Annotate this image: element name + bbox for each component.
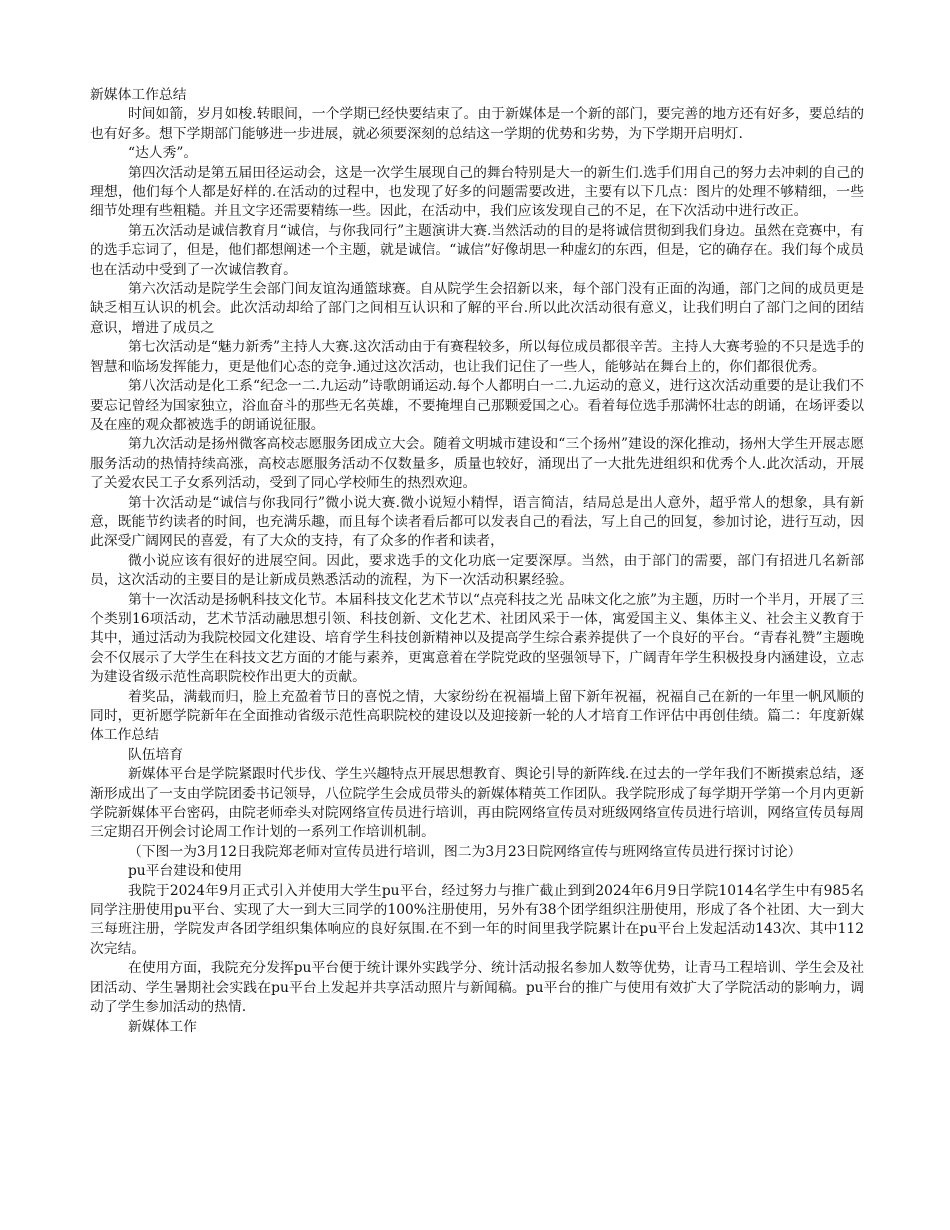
paragraph-activity-9: 第九次活动是扬州微客高校志愿服务团成立大会。随着文明城市建设和“三个扬州”建设的深化推动，扬州大学生开展志愿服务活动的热情持续高涨，高校志愿服务活动不仅数量多，质量也较好，涌现出了一大批先进组织和优秀个人.此次活动，开展了关爱农民工子女系列活动，受到了同心学校师生的热烈欢迎。	[90, 436, 864, 492]
paragraph-activity-11: 第十一次活动是扬帆科技文化节。本届科技文化艺术节以“点亮科技之光 品味文化之旅”为主题，历时一个半月，开展了三个类别16项活动，艺术节活动融思想引领、科技创新、文化艺术、社团风采于一体，寓爱国主义、集体主义、社会主义教育于其中，通过活动为我院校园文化建设、培育学生科技创新精神以及提高学生综合素养提供了一个良好的平台。“青春礼赞”主题晚会不仅展示了大学生在科技文艺方面的才能与素养，更寓意着在学院党政的坚强领导下，广阔青年学生积极投身内涵建设，立志为建设省级示范性高职院校作出更大的贡献。	[90, 591, 864, 686]
paragraph-activity-4: 第四次活动是第五届田径运动会，这是一次学生展现自己的舞台特别是大一的新生们.选手们用自己的努力去冲刺的自己的理想，他们每个人都是好样的.在活动的过程中，也发现了好多的问题需要改进，主要有以下几点：图片的处理不够精细，一些细节处理有些粗糙。并且文字还需要精练一些。因此，在活动中，我们应该发现自己的不足，在下次活动中进行改正。	[90, 164, 864, 220]
paragraph-talent-show: “达人秀”。	[127, 145, 198, 162]
paragraph-activity-6: 第六次活动是院学生会部门间友谊沟通篮球赛。自从院学生会招新以来，每个部门没有正面的沟通，部门之间的成员更是缺乏相互认识的机会。此次活动却给了部门之间相互认识和了解的平台.所以此次活动很有意义，让我们明白了部门之间的团结意识，增进了成员之	[90, 281, 864, 336]
paragraph-activity-5: 第五次活动是诚信教育月“诚信，与你我同行”主题演讲大赛.当然活动的目的是将诚信贯彻到我们身边。虽然在竞赛中，有的选手忘词了，但是，他们都想阐述一个主题，就是诚信。“诚信”好像胡思一种虚幻的东西，但是，它的确存在。我们每个成员也在活动中受到了一次诚信教育。	[90, 222, 864, 278]
section-heading-team: 队伍培育	[127, 746, 184, 763]
document-title: 新媒体工作总结	[90, 87, 187, 103]
section-heading-pu-platform: pu平台建设和使用	[127, 863, 243, 880]
paragraph-activity-7: 第七次活动是“魅力新秀”主持人大赛.这次活动由于有赛程较多，所以每位成员都很辛苦。主持人大赛考验的不只是选手的智慧和临场发挥能力，更是他们心态的竞争.通过这次活动，也让我们记住了一些人，能够站在舞台上的，你们都很优秀。	[90, 339, 864, 375]
paragraph-intro: 时间如箭，岁月如梭.转眼间，一个学期已经快要结束了。由于新媒体是一个新的部门，要完善的地方还有好多，要总结的也有好多。想下学期部门能够进一步进展，就必须要深刻的总结这一学期的优势和劣势，为下学期开启明灯.	[90, 106, 864, 142]
paragraph-pu-usage: 在使用方面，我院充分发挥pu平台便于统计课外实践学分、统计活动报名参加人数等优势，让青马工程培训、学生会及社团活动、学生暑期社会实践在pu平台上发起并共享活动照片与新闻稿。pu平台的推广与使用有效扩大了学院活动的影响力，调动了学生参加活动的热情.	[90, 960, 864, 1016]
document-body	[90, 86, 864, 1037]
paragraph-pu-adoption: 我院于2024年9月正式引入并使用大学生pu平台，经过努力与推广截止到到2024年6月9日学院1014名学生中有985名同学注册使用pu平台、实现了大一到大三同学的100%注册使用，另外有38个团学组织注册使用，形成了各个社团、大一到大三每班注册，学院发声各团学组织集体响应的良好氛围.在不到一年的时间里我学院累计在pu平台上发起活动143次、其中112次完结。	[90, 882, 864, 957]
paragraph-micro-novel: 微小说应该有很好的进展空间。因此，要求选手的文化功底一定要深厚。当然，由于部门的需要，部门有招进几名新部员，这次活动的主要目的是让新成员熟悉活动的流程，为下一次活动积累经验。	[90, 552, 864, 589]
paragraph-activity-8: 第八次活动是化工系“纪念一二.九运动”诗歌朗诵运动.每个人都明白一二.九运动的意义，进行这次活动重要的是让我们不要忘记曾经为国家独立，浴血奋斗的那些无名英雄，不要掩埋自己那颗爱国之心。看着每位选手那满怀壮志的朗诵，在场评委以及在座的观众都被选手的朗诵说征服。	[90, 378, 864, 433]
paragraph-activity-10: 第十次活动是“诚信与你我同行”微小说大赛.微小说短小精悍，语言简洁，结局总是出人意外，超乎常人的想象，具有新意，既能节约读者的时间，也充满乐趣，而且每个读者看后都可以发表自己的看法，写上自己的回复，参加讨论，进行互动，因此深受广阔网民的喜爱，有了大众的支持，有了众多的作者和读者，	[90, 494, 864, 550]
paragraph-team-training: 新媒体平台是学院紧跟时代步伐、学生兴趣特点开展思想教育、舆论引导的新阵线.在过去的一学年我们不断摸索总结，逐渐形成出了一支由学院团委书记领导，八位院学生会成员带头的新媒体精英工作团队。我学院形成了每学期开学第一个月内更新学院新媒体平台密码，由院老师牵头对院网络宣传员进行培训，再由院网络宣传员对班级网络宣传员进行培训，网络宣传员每周三定期召开例会讨论周工作计划的一系列工作培训机制。	[90, 766, 864, 841]
paragraph-new-year: 着奖品，满载而归，脸上充盈着节日的喜悦之情，大家纷纷在祝福墙上留下新年祝福，祝福自己在新的一年里一帆风顺的同时，更祈愿学院新年在全面推动省级示范性高职院校的建设以及迎接新一轮的人才培育工作评估中再创佳绩。篇二：年度新媒体工作总结	[90, 688, 864, 744]
paragraph-figure-caption: （下图一为3月12日我院郑老师对宣传员进行培训，图二为3月23日院网络宣传与班网络宣传员进行探讨讨论）	[127, 843, 802, 860]
section-heading-new-media: 新媒体工作	[127, 1018, 197, 1035]
